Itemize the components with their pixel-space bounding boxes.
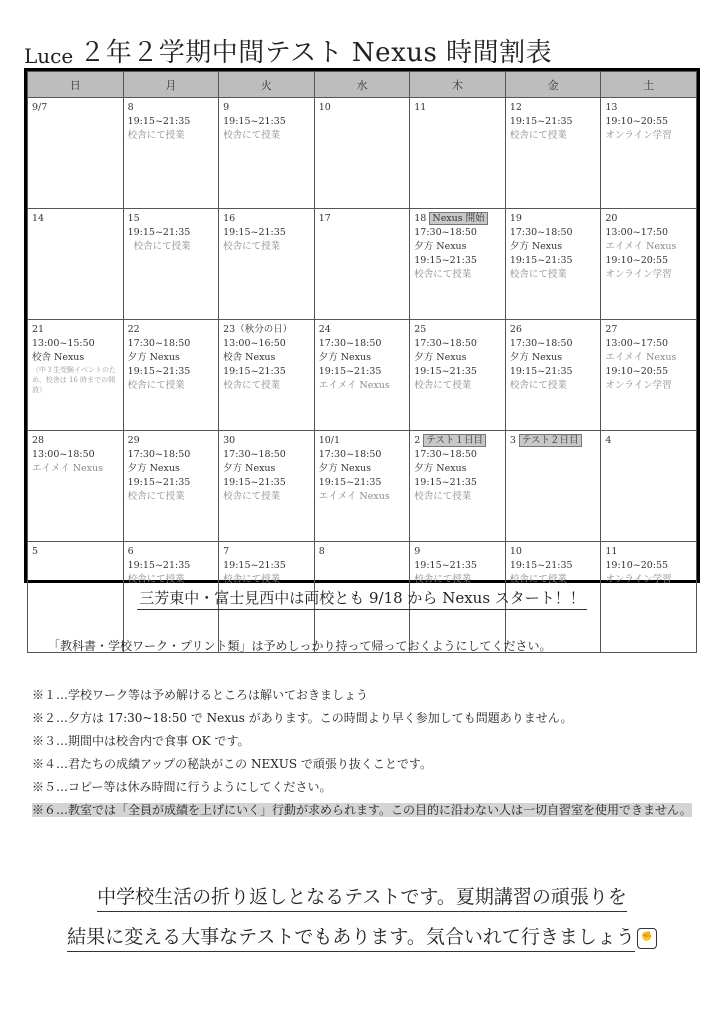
day-number bbox=[605, 101, 692, 115]
day-number-text: 10 bbox=[509, 546, 522, 557]
day-cell bbox=[123, 431, 219, 542]
page-title bbox=[24, 30, 704, 70]
schedule-line: 19:15~21:35 bbox=[414, 255, 477, 266]
day-number-text: 15 bbox=[127, 213, 140, 224]
day-number bbox=[414, 212, 501, 226]
day-number-text: 9 bbox=[414, 546, 421, 557]
schedule-line: 19:15~21:35 bbox=[318, 477, 382, 488]
note-item: ※２…夕方は 17:30~18:50 で Nexus があります。この時間より早く参加しても問題ありません。 bbox=[32, 711, 573, 725]
day-cell bbox=[314, 320, 410, 431]
schedule-line: 夕方 Nexus bbox=[414, 463, 467, 474]
schedule-line: 校舎にて授業 bbox=[223, 380, 281, 391]
day-number-text: 18 bbox=[414, 213, 427, 224]
schedule-line: 17:30~18:50 bbox=[414, 338, 477, 349]
day-number-text: 10 bbox=[318, 102, 331, 113]
day-number-text: 5 bbox=[32, 546, 39, 557]
schedule-line: 17:30~18:50 bbox=[509, 227, 573, 238]
day-cell bbox=[219, 431, 315, 542]
schedule-line: オンライン学習 bbox=[605, 130, 672, 141]
schedule-line: 19:15~21:35 bbox=[127, 560, 191, 571]
day-cell bbox=[505, 320, 601, 431]
start-announcement-text: 三芳東中・富士見西中は両校とも 9/18 から Nexus スタート！！ bbox=[137, 589, 587, 610]
day-number bbox=[414, 101, 501, 115]
weekday-fri: 金 bbox=[505, 72, 601, 98]
schedule-line: 13:00~17:50 bbox=[605, 227, 669, 238]
event-tag: Nexus 開始 bbox=[429, 212, 487, 225]
schedule-line: 校舎にて授業 bbox=[127, 380, 185, 391]
schedule-line: オンライン学習 bbox=[605, 574, 672, 585]
week-row bbox=[28, 431, 697, 542]
event-tag: テスト１日目 bbox=[423, 434, 486, 447]
schedule-line: 校舎にて授業 bbox=[414, 574, 472, 585]
schedule-line: 夕方 Nexus bbox=[127, 352, 180, 363]
schedule-line: 校舎にて授業 bbox=[223, 491, 281, 502]
schedule-line: 校舎にて授業 bbox=[414, 491, 472, 502]
day-number bbox=[414, 323, 501, 337]
day-number-text: 30 bbox=[223, 435, 236, 446]
day-cell bbox=[123, 320, 219, 431]
day-number bbox=[32, 101, 119, 115]
day-cell bbox=[314, 209, 410, 320]
schedule-line: 校舎にて授業 bbox=[223, 241, 281, 252]
schedule-line: 校舎にて授業 bbox=[223, 130, 281, 141]
day-number-text: 23（秋分の日） bbox=[223, 324, 293, 335]
note-item: ※４…君たちの成績アップの秘訣がこの NEXUS で頑張り抜くことです。 bbox=[32, 757, 432, 771]
day-number bbox=[32, 545, 119, 559]
schedule-line: 校舎にて授業 bbox=[509, 269, 567, 280]
schedule-line: 19:15~21:35 bbox=[223, 366, 286, 377]
schedule-line: 夕方 Nexus bbox=[414, 241, 467, 252]
schedule-line: 19:15~21:35 bbox=[509, 116, 573, 127]
day-number-text: 6 bbox=[127, 546, 134, 557]
day-number-text: 3 bbox=[509, 435, 516, 446]
day-number-text: 14 bbox=[32, 213, 45, 224]
schedule-line: 17:30~18:50 bbox=[414, 449, 477, 460]
schedule-line: 校舎 Nexus bbox=[32, 352, 85, 363]
schedule-line: 19:15~21:35 bbox=[127, 366, 191, 377]
day-number-text: 21 bbox=[32, 324, 45, 335]
day-cell bbox=[410, 320, 506, 431]
schedule-line: 校舎にて授業 bbox=[133, 241, 191, 252]
note-item: ※１…学校ワーク等は予め解けるところは解いておきましょう bbox=[32, 688, 369, 702]
closing-line-2 bbox=[0, 922, 724, 949]
day-number-text: 4 bbox=[605, 435, 612, 446]
calendar-body bbox=[28, 98, 697, 653]
note-item-highlighted bbox=[32, 799, 702, 822]
schedule-line: 19:10~20:55 bbox=[605, 366, 669, 377]
schedule-line: 夕方 Nexus bbox=[318, 352, 371, 363]
schedule-line: 17:30~18:50 bbox=[127, 449, 191, 460]
day-number-text: 16 bbox=[223, 213, 236, 224]
schedule-line: オンライン学習 bbox=[605, 380, 672, 391]
day-number-text: 11 bbox=[605, 546, 618, 557]
schedule-line: 校舎にて授業 bbox=[127, 491, 185, 502]
day-cell bbox=[314, 98, 410, 209]
day-number bbox=[128, 101, 215, 115]
schedule-line: 校舎にて授業 bbox=[509, 130, 567, 141]
schedule-line: 17:30~18:50 bbox=[318, 449, 382, 460]
notes-list bbox=[32, 684, 702, 822]
weekday-header-row bbox=[28, 72, 697, 98]
day-number bbox=[128, 323, 215, 337]
day-number-text: 7 bbox=[223, 546, 230, 557]
day-number bbox=[510, 212, 597, 226]
schedule-line: 19:15~21:35 bbox=[509, 560, 573, 571]
day-number-text: 8 bbox=[127, 102, 134, 113]
schedule-line: 19:10~20:55 bbox=[605, 560, 669, 571]
day-number-text: 29 bbox=[127, 435, 140, 446]
day-number bbox=[605, 212, 692, 226]
fist-icon: ✊ bbox=[637, 928, 657, 949]
schedule-line: 19:10~20:55 bbox=[605, 116, 669, 127]
schedule-line: エイメイ Nexus bbox=[32, 463, 104, 474]
day-number bbox=[223, 434, 310, 448]
day-number bbox=[32, 434, 119, 448]
closing-line-1-text: 中学校生活の折り返しとなるテストです。夏期講習の頑張りを bbox=[97, 886, 627, 912]
day-number-text: 25 bbox=[414, 324, 427, 335]
day-number-text: 20 bbox=[605, 213, 618, 224]
schedule-line: 19:15~21:35 bbox=[223, 560, 286, 571]
day-number bbox=[32, 323, 119, 337]
schedule-line: 夕方 Nexus bbox=[127, 463, 180, 474]
day-cell bbox=[28, 209, 124, 320]
brand-name: Luce bbox=[24, 44, 74, 68]
schedule-line: 19:15~21:35 bbox=[127, 227, 191, 238]
schedule-calendar bbox=[24, 68, 700, 583]
schedule-line: オンライン学習 bbox=[605, 269, 672, 280]
day-cell bbox=[123, 98, 219, 209]
day-number-text: 11 bbox=[414, 102, 427, 113]
day-cell bbox=[601, 209, 697, 320]
day-number bbox=[605, 434, 692, 448]
weekday-wed: 水 bbox=[314, 72, 410, 98]
day-cell bbox=[28, 431, 124, 542]
day-number-text: 28 bbox=[32, 435, 45, 446]
day-number bbox=[223, 212, 310, 226]
schedule-line: 夕方 Nexus bbox=[414, 352, 467, 363]
day-cell bbox=[410, 209, 506, 320]
day-number-text: 13 bbox=[605, 102, 618, 113]
day-cell bbox=[505, 431, 601, 542]
weekday-tue: 火 bbox=[219, 72, 315, 98]
schedule-line: 13:00~16:50 bbox=[223, 338, 286, 349]
day-cell bbox=[505, 209, 601, 320]
schedule-line: 19:15~21:35 bbox=[414, 477, 477, 488]
week-row bbox=[28, 320, 697, 431]
schedule-line: 17:30~18:50 bbox=[509, 338, 573, 349]
day-cell bbox=[219, 209, 315, 320]
day-cell bbox=[601, 431, 697, 542]
schedule-line: 17:30~18:50 bbox=[223, 449, 286, 460]
day-cell bbox=[314, 431, 410, 542]
closing-line-2-text: 結果に変える大事なテストでもあります。気合いれて行きましょう bbox=[67, 926, 635, 952]
day-number bbox=[605, 545, 692, 559]
day-number bbox=[319, 434, 406, 448]
day-cell bbox=[505, 98, 601, 209]
schedule-line: 夕方 Nexus bbox=[509, 352, 563, 363]
day-cell bbox=[28, 320, 124, 431]
schedule-line: 19:15~21:35 bbox=[127, 116, 191, 127]
day-number-text: 24 bbox=[318, 324, 331, 335]
day-number bbox=[414, 434, 501, 448]
day-number-text: 27 bbox=[605, 324, 618, 335]
schedule-line: 17:30~18:50 bbox=[318, 338, 382, 349]
day-cell bbox=[219, 98, 315, 209]
schedule-line: 校舎 Nexus bbox=[223, 352, 276, 363]
week-row bbox=[28, 98, 697, 209]
schedule-line: 夕方 Nexus bbox=[318, 463, 371, 474]
week-row bbox=[28, 209, 697, 320]
day-number bbox=[319, 545, 406, 559]
schedule-line: エイメイ Nexus bbox=[605, 241, 677, 252]
day-cell bbox=[601, 98, 697, 209]
day-cell bbox=[410, 98, 506, 209]
cell-footnote: （中３生受験イベントのため、校舎は 16 時までの開放） bbox=[32, 366, 116, 394]
day-number-text: 22 bbox=[127, 324, 140, 335]
schedule-line: 19:15~21:35 bbox=[509, 366, 573, 377]
day-number bbox=[223, 323, 310, 337]
schedule-line: 17:30~18:50 bbox=[127, 338, 191, 349]
schedule-line: 13:00~18:50 bbox=[32, 449, 95, 460]
day-cell bbox=[123, 209, 219, 320]
day-number-text: 10/1 bbox=[318, 435, 341, 446]
day-number bbox=[319, 212, 406, 226]
note-highlight-text: ※６…教室では「全員が成績を上げにいく」行動が求められます。この目的に沿わない人は一切自習室を使用できません。 bbox=[32, 803, 692, 817]
schedule-line: 19:15~21:35 bbox=[414, 560, 477, 571]
note-item: ※５…コピー等は休み時間に行うようにしてください。 bbox=[32, 780, 332, 794]
day-number bbox=[32, 212, 119, 226]
weekday-thu: 木 bbox=[410, 72, 506, 98]
day-number bbox=[414, 545, 501, 559]
day-number bbox=[128, 212, 215, 226]
day-cell bbox=[601, 320, 697, 431]
schedule-line: エイメイ Nexus bbox=[318, 380, 390, 391]
day-number bbox=[605, 323, 692, 337]
schedule-line: エイメイ Nexus bbox=[605, 352, 677, 363]
schedule-line: 19:15~21:35 bbox=[127, 477, 191, 488]
schedule-line: 校舎にて授業 bbox=[127, 574, 185, 585]
day-number-text: 9 bbox=[223, 102, 230, 113]
day-number bbox=[510, 323, 597, 337]
schedule-line: 19:15~21:35 bbox=[318, 366, 382, 377]
day-cell bbox=[28, 98, 124, 209]
day-number bbox=[128, 545, 215, 559]
bring-materials-note: 「教科書・学校ワーク・プリント類」は予めしっかり持って帰っておくようにしてください。 bbox=[48, 639, 552, 653]
day-number bbox=[223, 545, 310, 559]
day-cell bbox=[219, 320, 315, 431]
day-number bbox=[510, 434, 597, 448]
day-number-text: 8 bbox=[318, 546, 325, 557]
schedule-line: 17:30~18:50 bbox=[414, 227, 477, 238]
schedule-line: 19:15~21:35 bbox=[223, 227, 286, 238]
day-number-text: 9/7 bbox=[32, 102, 48, 113]
schedule-line: 校舎にて授業 bbox=[509, 380, 567, 391]
schedule-line: 夕方 Nexus bbox=[509, 241, 563, 252]
schedule-line: 13:00~15:50 bbox=[32, 338, 95, 349]
day-number-text: 2 bbox=[414, 435, 421, 446]
schedule-line: 19:10~20:55 bbox=[605, 255, 669, 266]
day-number bbox=[319, 323, 406, 337]
closing-line-1 bbox=[0, 882, 724, 909]
schedule-line: 校舎にて授業 bbox=[127, 130, 185, 141]
schedule-line: 校舎にて授業 bbox=[223, 574, 281, 585]
schedule-line: 校舎にて授業 bbox=[414, 380, 472, 391]
day-number-text: 17 bbox=[318, 213, 331, 224]
weekday-mon: 月 bbox=[123, 72, 219, 98]
day-number-text: 19 bbox=[509, 213, 522, 224]
day-number bbox=[223, 101, 310, 115]
day-cell bbox=[410, 431, 506, 542]
schedule-line: 13:00~17:50 bbox=[605, 338, 669, 349]
schedule-line: 19:15~21:35 bbox=[223, 116, 286, 127]
title-text: ２年２学期中間テスト Nexus 時間割表 bbox=[79, 38, 553, 68]
start-announcement bbox=[0, 587, 724, 608]
day-number-text: 26 bbox=[509, 324, 522, 335]
schedule-line: 校舎にて授業 bbox=[414, 269, 472, 280]
day-number bbox=[319, 101, 406, 115]
schedule-line: 19:15~21:35 bbox=[223, 477, 286, 488]
note-item: ※３…期間中は校舎内で食事 OK です。 bbox=[32, 734, 250, 748]
day-number bbox=[510, 101, 597, 115]
day-number bbox=[510, 545, 597, 559]
day-number bbox=[128, 434, 215, 448]
schedule-line: 夕方 Nexus bbox=[223, 463, 276, 474]
schedule-line: 校舎にて授業 bbox=[509, 574, 567, 585]
weekday-sun: 日 bbox=[28, 72, 124, 98]
schedule-line: 19:15~21:35 bbox=[509, 255, 573, 266]
weekday-sat: 土 bbox=[601, 72, 697, 98]
schedule-line: 19:15~21:35 bbox=[414, 366, 477, 377]
day-number-text: 12 bbox=[509, 102, 522, 113]
schedule-line: エイメイ Nexus bbox=[318, 491, 390, 502]
event-tag: テスト２日目 bbox=[519, 434, 582, 447]
